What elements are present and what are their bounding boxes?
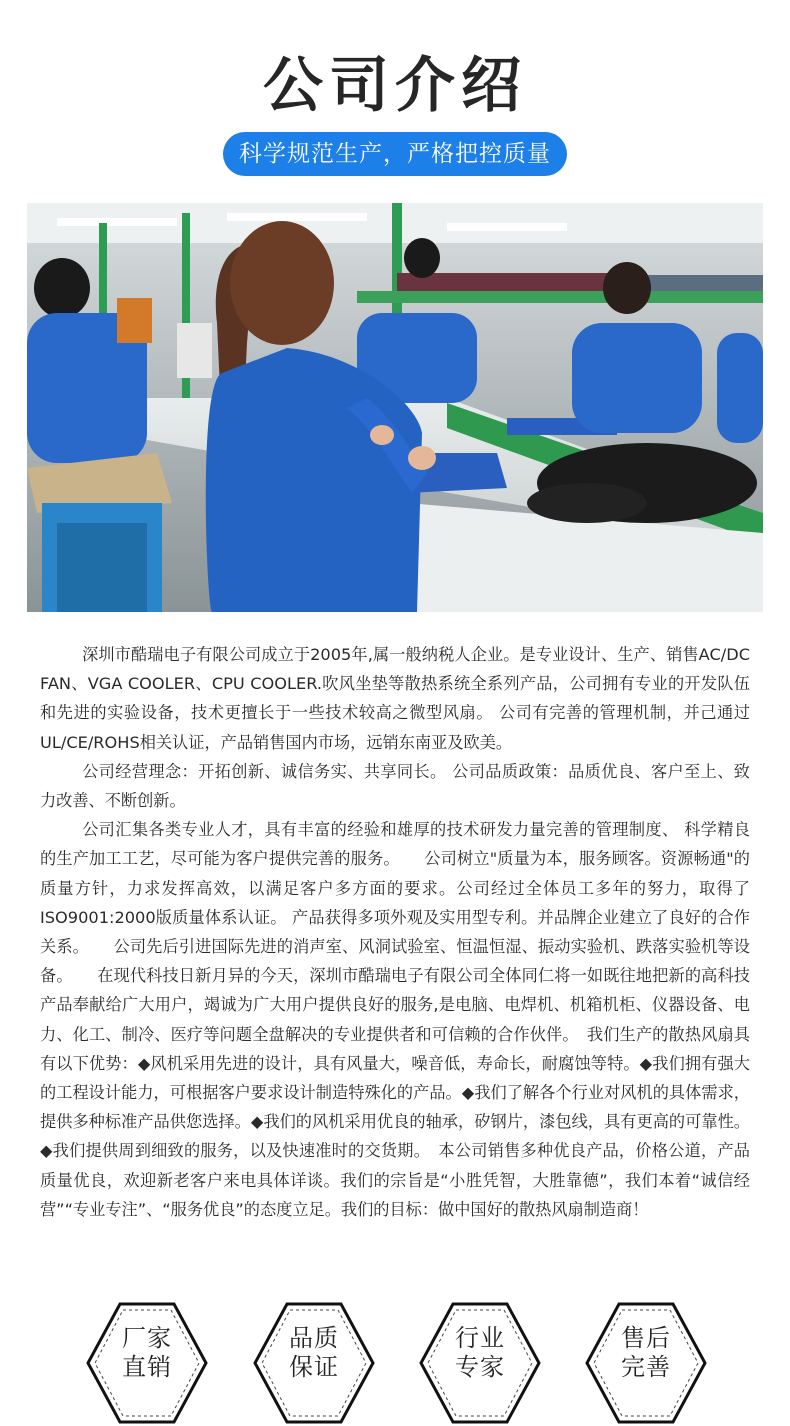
intro-paragraph: 公司汇集各类专业人才，具有丰富的经验和雄厚的技术研发力量完善的管理制度、 科学精良的生产加工工艺，尽可能为客户提供完善的服务。 公司树立"质量为本，服务顾客。资源畅通"的质量方针，力求发挥高效，以满足客户多方面的要求。公司经过全体员工多年的努力，取得了ISO9001:2000版质量体系认证。 产品获得多项外观及实用型专利。并品牌企业建立了良好的合作关系。 公司先后引进国际先进的消声室、风洞试验室、恒温恒湿、振动实验机、跌落实验机等设备。 在现代科技日新月异的今天，深圳市酷瑞电子有限公司全体同仁将一如既往地把新的高科技产品奉献给广大用户，竭诚为广大用户提供良好的服务,是电脑、电焊机、机箱机柜、仪器设备、电力、化工、制冷、医疗等问题全盘解决的专业提供者和可信赖的合作伙伴。 我们生产的散热风扇具有以下优势：◆风机采用先进的设计，具有风量大，噪音低，寿命长，耐腐蚀等特。◆我们拥有强大的工程设计能力，可根据客户要求设计制造特殊化的产品。◆我们了解各个行业对风机的具体需求，提供多种标准产品供您选择。◆我们的风机采用优良的轴承，矽钢片，漆包线，具有更高的可靠性。◆我们提供周到细致的服务，以及快速准时的交货期。 本公司销售多种优良产品，价格公道，产品质量优良，欢迎新老客户来电具体详谈。我们的宗旨是“小胜凭智，大胜靠德”，我们本着“诚信经营”“专业专注”、“服务优良”的态度立足。我们的目标：做中国好的散热风扇制造商！ [40, 820, 750, 1219]
intro-paragraph: 深圳市酷瑞电子有限公司成立于2005年,属一般纳税人企业。是专业设计、生产、销售AC/DC FAN、VGA COOLER、CPU COOLER.吹风坐垫等散热系统全系列产品，公司拥有专业的开发队伍和先进的实验设备，技术更擅长于一些技术较高之微型风扇。 公司有完善的管理机制，并己通过UL/CE/ROHS相关认证，产品销售国内市场，远销东南亚及欧美。 [40, 645, 750, 752]
badge-direct-sale [84, 1300, 210, 1426]
factory-photo [27, 203, 763, 612]
badge-label: 厂家 直销 [122, 1324, 172, 1381]
badge-label: 售后 完善 [621, 1324, 671, 1381]
badge-quality [251, 1300, 377, 1426]
intro-paragraph: 公司经营理念：开拓创新、诚信务实、共享同长。 公司品质政策：品质优良、客户至上、致力改善、不断创新。 [40, 761, 750, 811]
badge-expert [417, 1300, 543, 1426]
company-intro-text [40, 640, 750, 1224]
page-title: 公司介绍 [263, 51, 527, 121]
factory-workers-photo [27, 203, 763, 612]
badge-after-sales [583, 1300, 709, 1426]
badge-label: 行业 专家 [455, 1324, 505, 1381]
badge-label: 品质 保证 [289, 1324, 339, 1381]
slogan-badge: 科学规范生产，严格把控质量 [223, 132, 567, 176]
feature-badges [0, 1300, 790, 1398]
